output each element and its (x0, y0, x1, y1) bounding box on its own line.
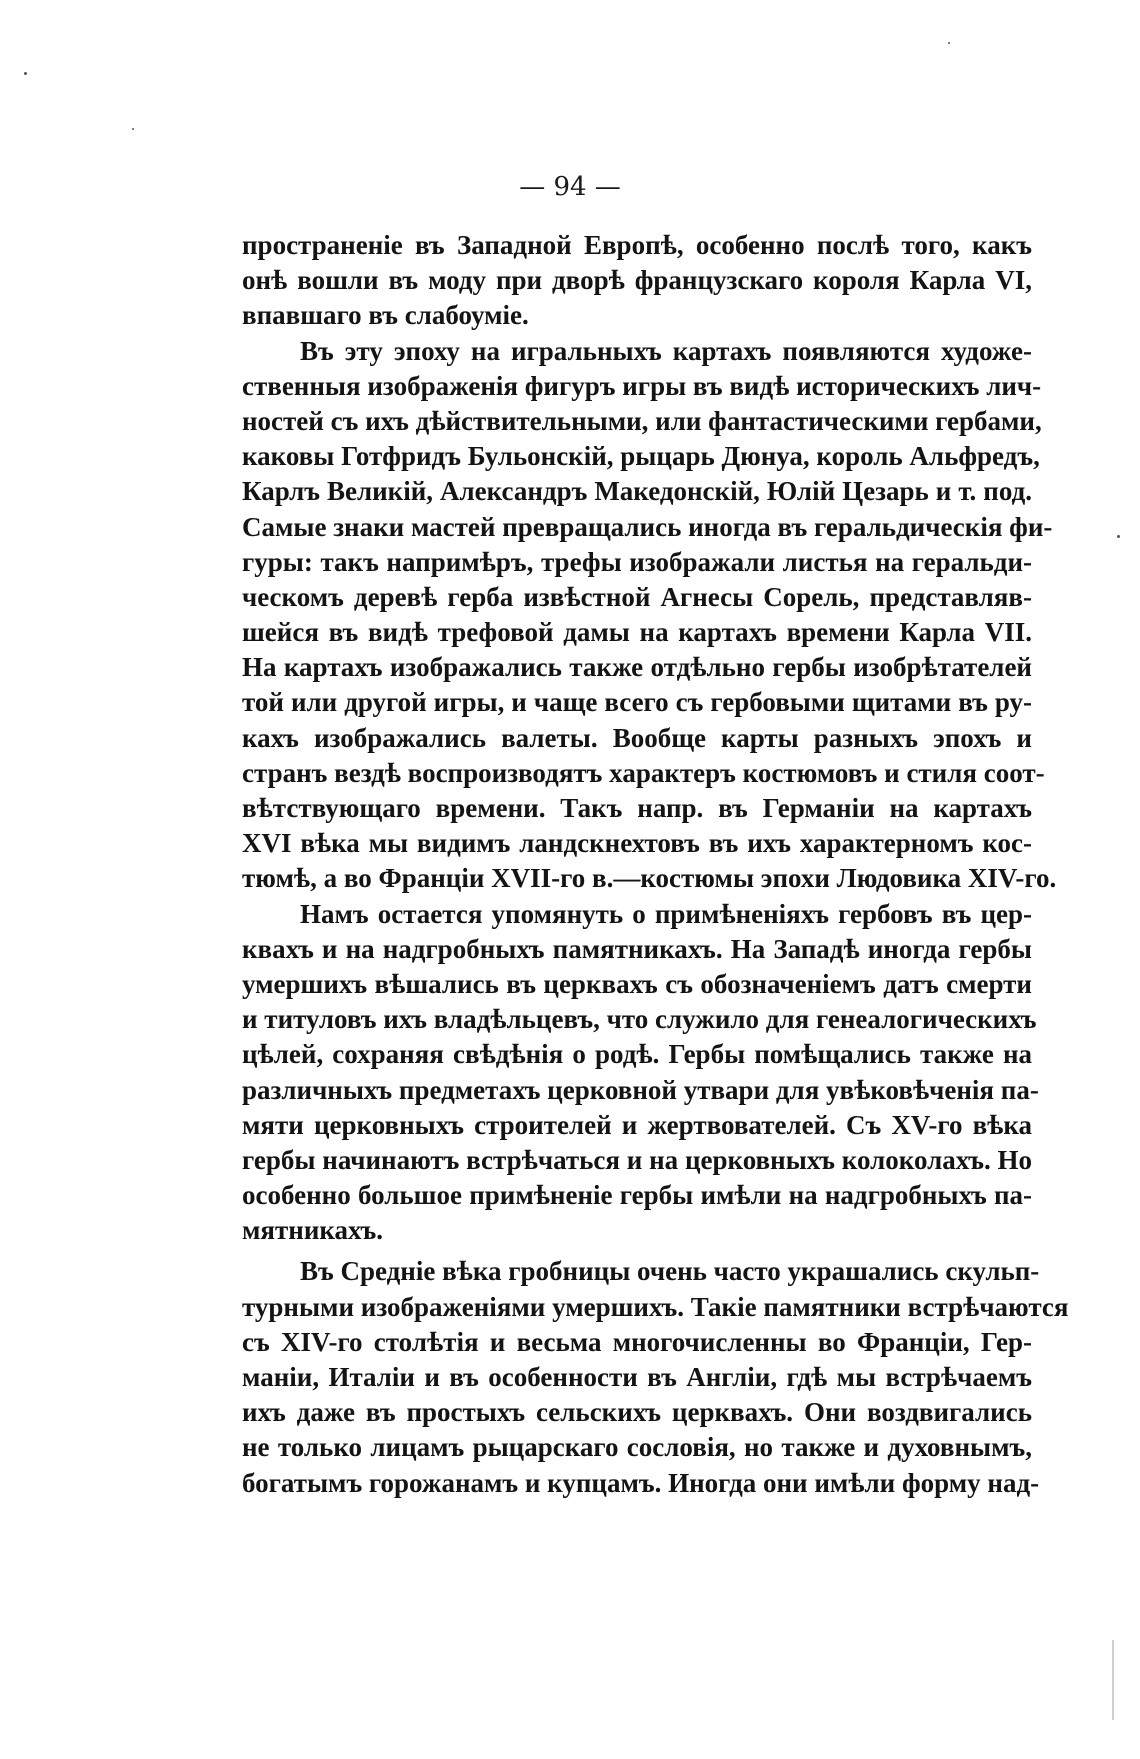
text-line: XVI вѣка мы видимъ ландскнехтовъ въ ихъ характерномъ кос- (242, 828, 1032, 859)
text-line: умершихъ вѣшались въ церквахъ съ обозначеніемъ датъ смерти (242, 968, 1032, 999)
text-line: гуры: такъ напримѣръ, трефы изображали листья на геральди- (242, 546, 1032, 577)
scan-edge-mark (1112, 1640, 1114, 1720)
text-line: впавшаго въ слабоуміе. (242, 300, 529, 331)
text-line: ческомъ деревѣ герба извѣстной Агнесы Сорель, представляв- (242, 581, 1032, 612)
text-line: различныхъ предметахъ церковной утвари для увѣковѣченія па- (242, 1074, 1039, 1105)
text-line: ностей съ ихъ дѣйствительными, или фантастическими гербами, (242, 405, 1042, 436)
text-line: квахъ и на надгробныхъ памятникахъ. На Западѣ иногда гербы (242, 933, 1032, 964)
scan-speck (132, 128, 134, 130)
text-line: странъ вездѣ воспроизводятъ характеръ костюмовъ и стиля соот- (242, 757, 1045, 788)
scan-speck (24, 72, 27, 75)
body-text (242, 228, 1069, 1501)
text-line: На картахъ изображались также отдѣльно гербы изобрѣтателей (242, 652, 1032, 683)
paragraph-4 (242, 1254, 1069, 1500)
text-line: ственныя изображенія фигуръ игры въ видѣ историческихъ лич- (242, 370, 1042, 401)
text-line: мятникахъ. (242, 1215, 383, 1246)
text-line: вѣтствующаго времени. Такъ напр. въ Германіи на картахъ (242, 793, 1032, 823)
paragraph-3 (242, 897, 1039, 1249)
page-number: — 94 — (519, 172, 621, 202)
text-line: Карлъ Великій, Александръ Македонскій, Юлій Цезарь и т. под. (242, 476, 1032, 507)
text-line: ихъ даже въ простыхъ сельскихъ церквахъ. Они воздвигались (242, 1397, 1032, 1428)
text-line: цѣлей, сохраняя свѣдѣнія о родѣ. Гербы помѣщались также на (242, 1039, 1032, 1070)
text-line: и титуловъ ихъ владѣльцевъ, что служило для генеалогическихъ (242, 1004, 1037, 1035)
text-line: не только лицамъ рыцарскаго сословія, но также и духовнымъ, (242, 1432, 1032, 1463)
text-line: Самые знаки мастей превращались иногда въ геральдическія фи- (242, 511, 1053, 542)
text-line: особенно большое примѣненіе гербы имѣли на надгробныхъ па- (242, 1180, 1032, 1211)
text-line: мяти церковныхъ строителей и жертвователей. Съ XV-го вѣка (242, 1109, 1032, 1140)
text-line: той или другой игры, и чаще всего съ гербовыми щитами въ ру- (242, 687, 1032, 718)
text-line: пространеніе въ Западной Европѣ, особенно послѣ того, какъ (242, 230, 1032, 260)
paragraph-1 (242, 228, 1032, 334)
text-line: тюмѣ, а во Франціи XVII-го в.—костюмы эпохи Людовика XIV-го. (242, 863, 1057, 894)
text-line: кахъ изображались валеты. Вообще карты разныхъ эпохъ и (242, 722, 1032, 753)
text-line: Въ эту эпоху на игральныхъ картахъ появляются художе- (300, 335, 1032, 366)
text-line: шейся въ видѣ трефовой дамы на картахъ времени Карла VII. (242, 617, 1032, 648)
text-line: маніи, Италіи и въ особенности въ Англіи, гдѣ мы встрѣчаемъ (242, 1362, 1032, 1392)
text-line: каковы Готфридъ Бульонскій, рыцарь Дюнуа, король Альфредъ, (242, 441, 1040, 472)
text-line: онѣ вошли въ моду при дворѣ французскаго короля Карла VI, (242, 265, 1032, 296)
scan-speck (1117, 535, 1120, 538)
text-line: Въ Средніе вѣка гробницы очень часто украшались скульп- (300, 1256, 1040, 1287)
text-line: богатымъ горожанамъ и купцамъ. Иногда они имѣли форму над- (242, 1467, 1040, 1498)
text-line: Намъ остается упомянуть о примѣненіяхъ гербовъ въ цер- (300, 898, 1032, 929)
scan-speck (948, 42, 950, 44)
paragraph-2 (242, 334, 1057, 897)
text-line: турными изображеніями умершихъ. Такіе памятники встрѣчаются (242, 1291, 1069, 1322)
text-line: гербы начинаютъ встрѣчаться и на церковныхъ колоколахъ. Но (242, 1144, 1032, 1175)
text-line: съ XIV-го столѣтія и весьма многочисленны во Франціи, Гер- (242, 1326, 1032, 1357)
